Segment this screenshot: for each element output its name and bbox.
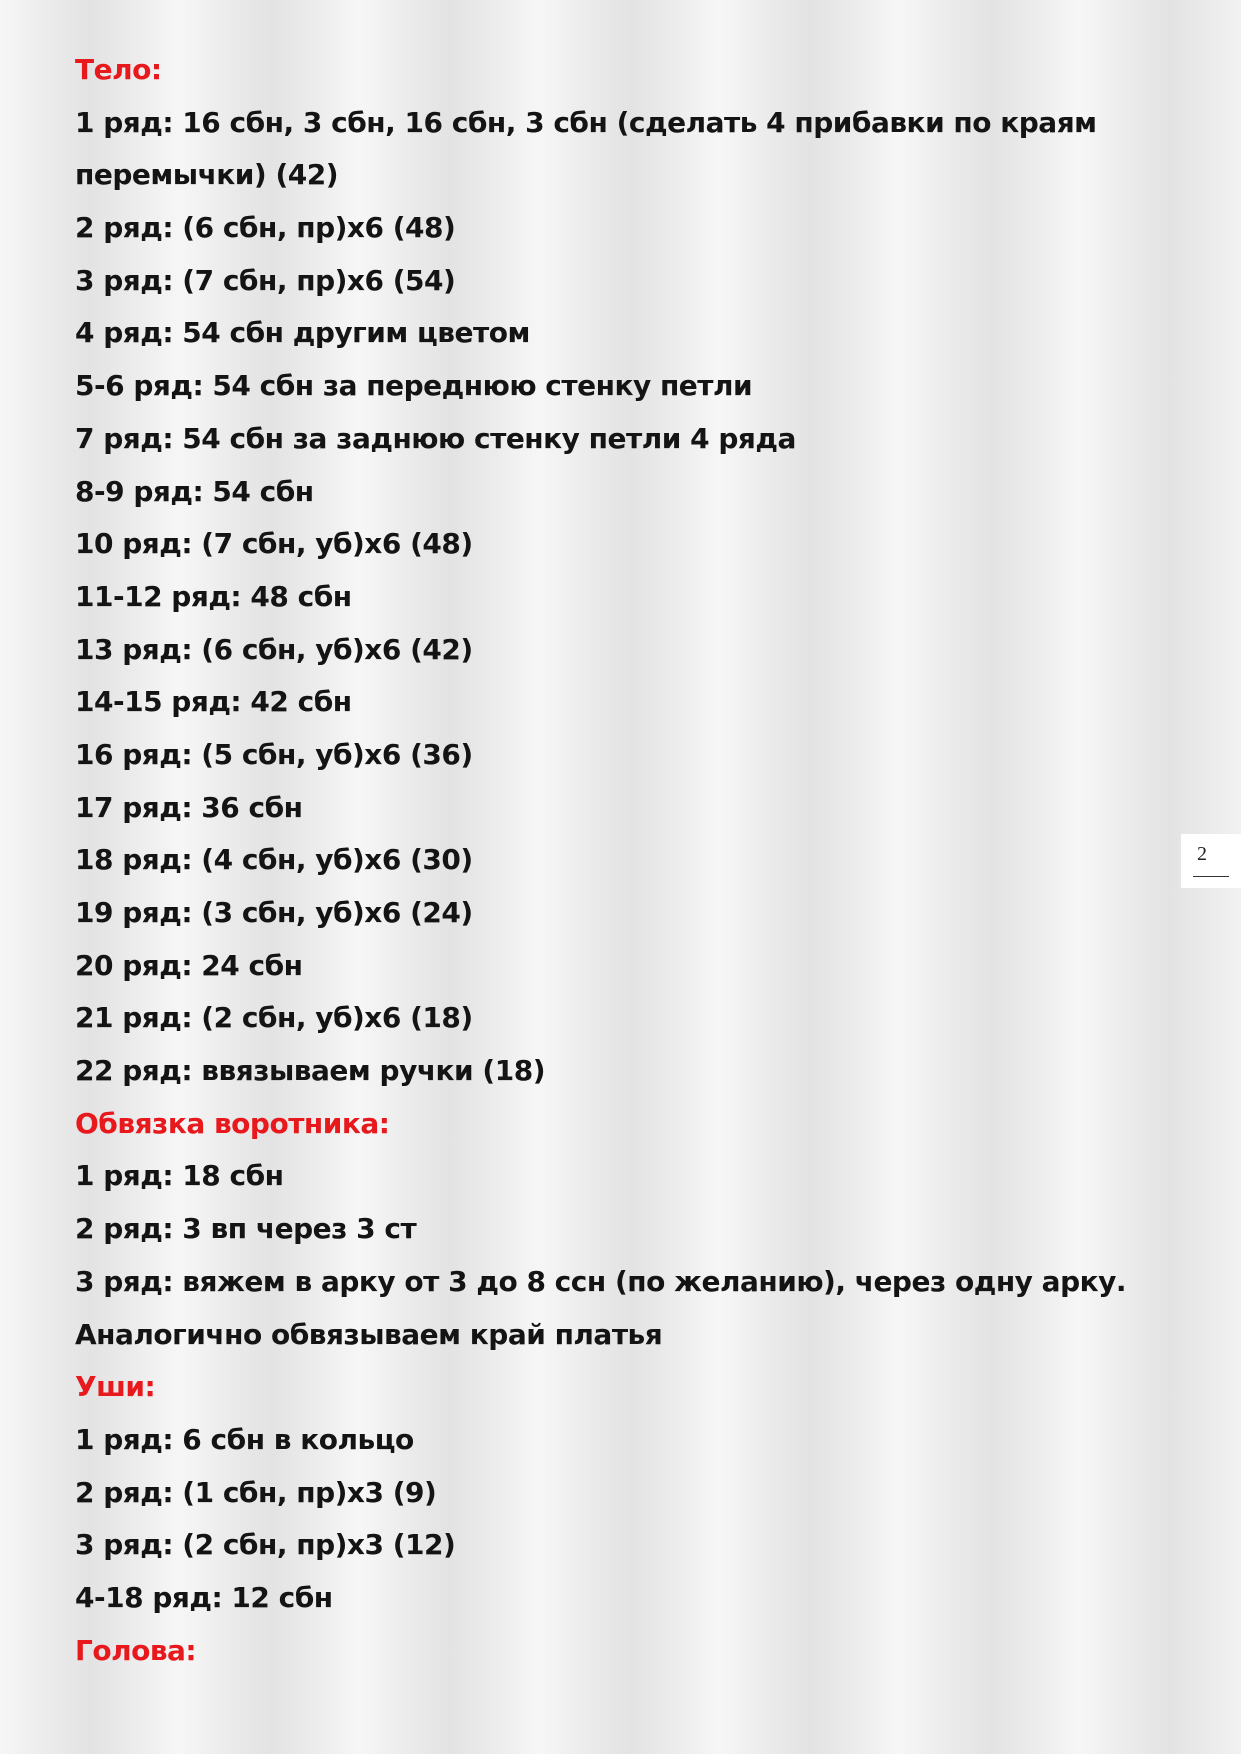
pattern-text [75,44,1195,1677]
document-page [75,44,1195,1677]
pattern-row-line: 4 ряд: 54 сбн другим цветом [75,316,530,350]
pattern-row-line: перемычки) (42) [75,158,339,192]
pattern-row-line: 17 ряд: 36 сбн [75,790,303,824]
pattern-row-line: 5-6 ряд: 54 сбн за переднюю стенку петли [75,369,753,403]
pattern-row-line: 8-9 ряд: 54 сбн [75,474,314,508]
pattern-row-line: 1 ряд: 6 сбн в кольцо [75,1422,414,1456]
section-heading: Голова: [75,1633,197,1667]
page-number-underline [1193,876,1229,877]
pattern-row-line: 3 ряд: (2 сбн, пр)х3 (12) [75,1528,456,1562]
pattern-row-line: 22 ряд: ввязываем ручки (18) [75,1054,545,1088]
page-number: 2 [1197,843,1207,865]
pattern-row-line: 14-15 ряд: 42 сбн [75,685,352,719]
section-heading: Обвязка воротника: [75,1106,390,1140]
pattern-row-line: 21 ряд: (2 сбн, уб)х6 (18) [75,1001,473,1035]
section-heading: Уши: [75,1370,156,1404]
pattern-row-line: Аналогично обвязываем край платья [75,1317,663,1351]
pattern-row-line: 13 ряд: (6 сбн, уб)х6 (42) [75,632,473,666]
pattern-row-line: 4-18 ряд: 12 сбн [75,1580,333,1614]
pattern-row-line: 1 ряд: 16 сбн, 3 сбн, 16 сбн, 3 сбн (сделать 4 прибавки по краям [75,105,1097,139]
pattern-row-line: 19 ряд: (3 сбн, уб)х6 (24) [75,896,473,929]
pattern-row-line: 3 ряд: (7 сбн, пр)х6 (54) [75,263,456,297]
page-number-box [1181,834,1241,888]
pattern-row-line: 18 ряд: (4 сбн, уб)х6 (30) [75,843,473,877]
section-heading: Тело: [75,53,162,86]
pattern-row-line: 16 ряд: (5 сбн, уб)х6 (36) [75,737,473,771]
pattern-row-line: 2 ряд: (6 сбн, пр)х6 (48) [75,211,456,245]
pattern-row-line: 11-12 ряд: 48 сбн [75,579,352,613]
pattern-row-line: 2 ряд: 3 вп через 3 ст [75,1212,417,1246]
pattern-row-line: 20 ряд: 24 сбн [75,948,303,982]
pattern-row-line: 3 ряд: вяжем в арку от 3 до 8 ссн (по желанию), через одну арку. [75,1264,1127,1298]
pattern-row-line: 1 ряд: 18 сбн [75,1159,284,1193]
pattern-row-line: 7 ряд: 54 сбн за заднюю стенку петли 4 ряда [75,421,796,455]
pattern-row-line: 2 ряд: (1 сбн, пр)х3 (9) [75,1475,437,1509]
pattern-row-line: 10 ряд: (7 сбн, уб)х6 (48) [75,527,473,561]
